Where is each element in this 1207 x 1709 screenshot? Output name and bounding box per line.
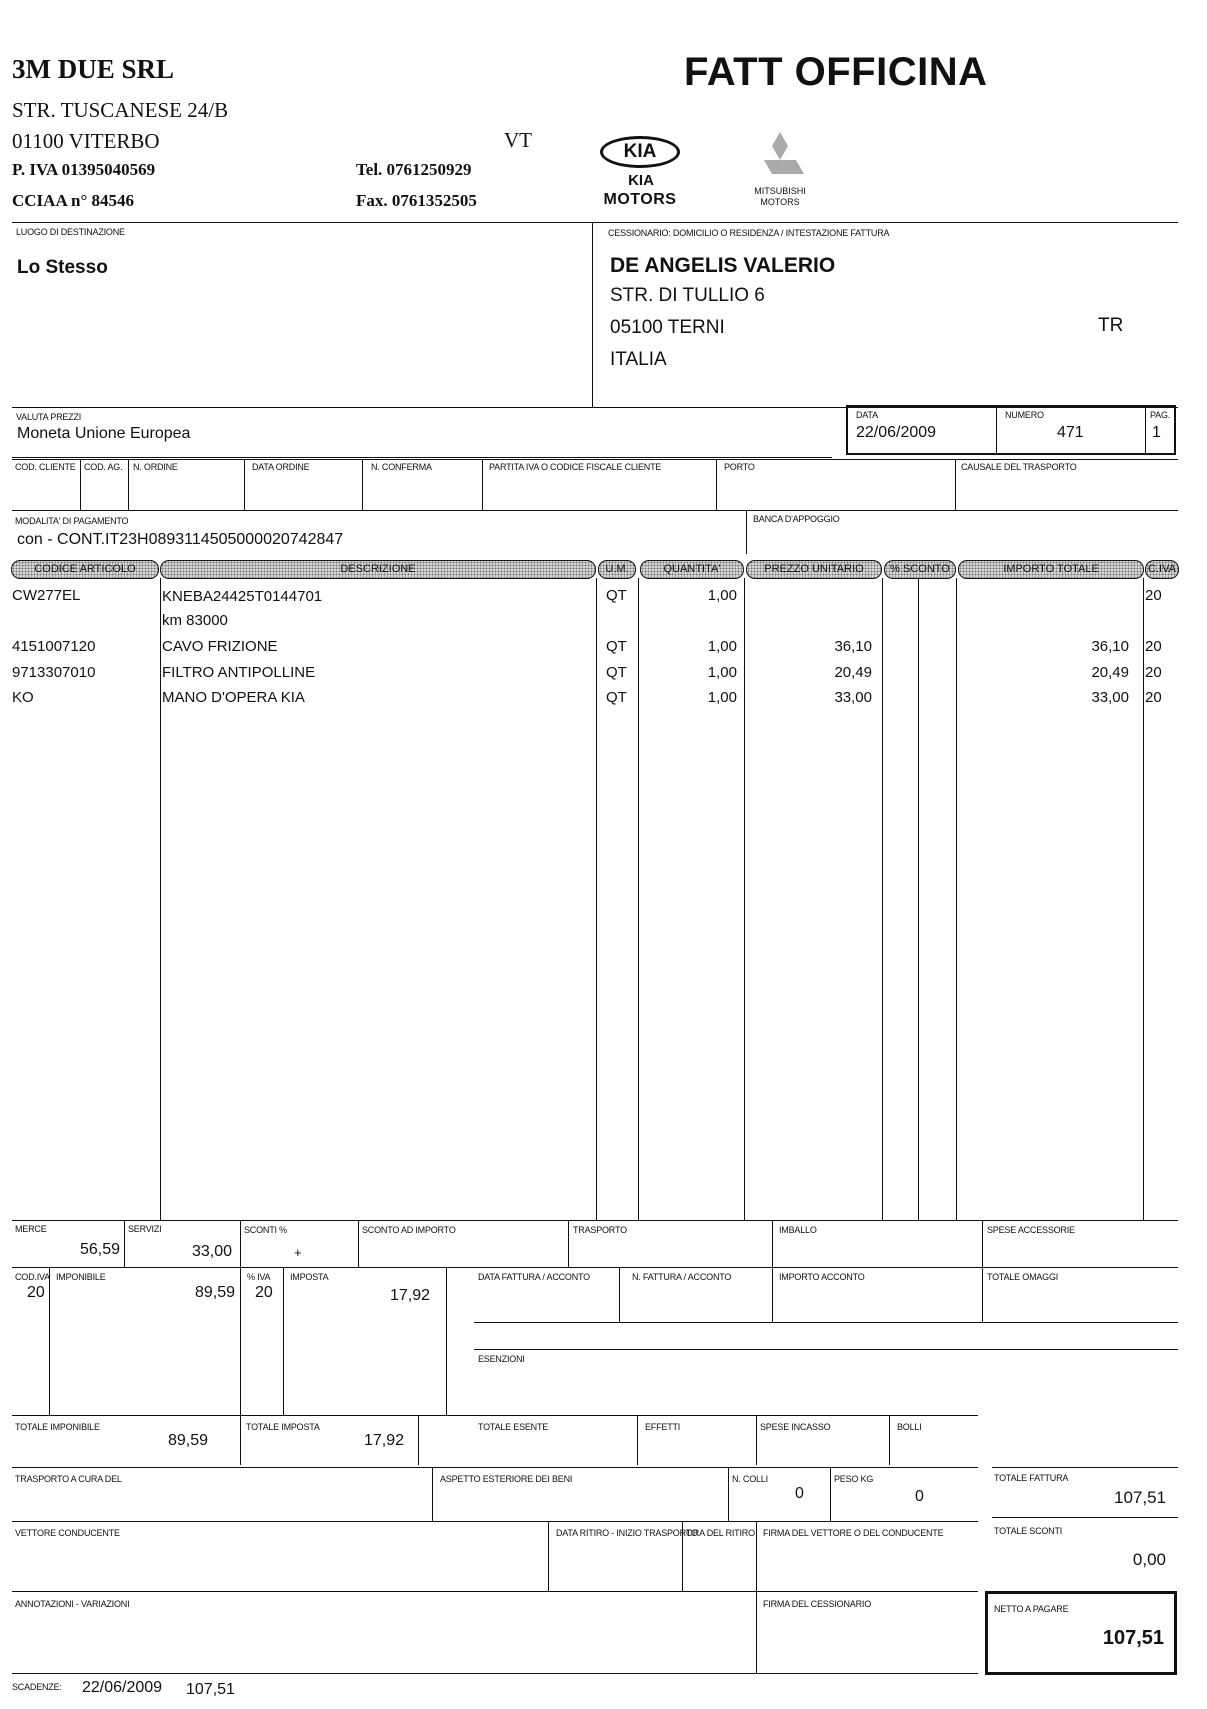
merce-label: MERCE	[15, 1224, 47, 1234]
totale-fattura-value: 107,51	[1114, 1488, 1166, 1507]
imponibile-label: IMPONIBILE	[56, 1272, 106, 1282]
bank-label: BANCA D'APPOGGIO	[753, 514, 840, 524]
item-total: 20,49	[1091, 664, 1129, 681]
currency-label: VALUTA PREZZI	[16, 412, 82, 422]
scadenze-label: SCADENZE:	[12, 1682, 62, 1692]
invoice-date: 22/06/2009	[856, 424, 937, 441]
n-colli-label: N. COLLI	[732, 1474, 768, 1484]
col-um: U.M.	[598, 560, 636, 579]
item-qty: 1,00	[707, 664, 737, 681]
perc-iva-label: % IVA	[247, 1272, 271, 1282]
destination-label: LUOGO DI DESTINAZIONE	[16, 227, 125, 237]
trasporto-label: TRASPORTO	[573, 1225, 627, 1235]
item-qty: 1,00	[707, 689, 737, 706]
field-n-conferma: N. CONFERMA	[371, 462, 432, 472]
payment-value: con - CONT.IT23H0893114505000020742847	[17, 531, 344, 548]
col-codice-articolo: CODICE ARTICOLO	[11, 560, 159, 579]
totale-sconti-value: 0,00	[1132, 1550, 1166, 1569]
servizi-value: 33,00	[191, 1243, 232, 1260]
perc-iva-value: 20	[255, 1284, 273, 1301]
item-price: 36,10	[834, 638, 872, 655]
totale-imposta-label: TOTALE IMPOSTA	[246, 1422, 320, 1432]
item-iva: 20	[1145, 689, 1162, 706]
spese-accessorie-label: SPESE ACCESSORIE	[987, 1225, 1075, 1235]
col-iva: C.IVA	[1145, 560, 1179, 579]
recipient-label: CESSIONARIO: DOMICILIO O RESIDENZA / INTESTAZIONE FATTURA	[608, 228, 890, 238]
sconti-value: +	[294, 1245, 302, 1260]
aspetto-beni-label: ASPETTO ESTERIORE DEI BENI	[440, 1474, 573, 1484]
totale-imponibile-value: 89,59	[167, 1432, 208, 1449]
merce-value: 56,59	[79, 1241, 120, 1258]
company-street: STR. TUSCANESE 24/B	[12, 98, 229, 122]
company-ccia: CCIAA n° 84546	[12, 191, 135, 210]
totale-sconti-label: TOTALE SCONTI	[994, 1526, 1063, 1536]
imposta-value: 17,92	[389, 1287, 430, 1304]
item-price: 33,00	[834, 689, 872, 706]
page-number: 1	[1152, 424, 1161, 441]
spese-incasso-label: SPESE INCASSO	[760, 1422, 831, 1432]
item-qty: 1,00	[707, 638, 737, 655]
mitsubishi-text-2: MOTORS	[760, 197, 800, 207]
n-colli-value: 0	[795, 1485, 804, 1502]
item-um: QT	[606, 638, 627, 655]
payment-label: MODALITA' DI PAGAMENTO	[15, 516, 129, 526]
currency-value: Moneta Unione Europea	[17, 425, 191, 442]
data-ritiro-label: DATA RITIRO - INIZIO TRASPORTO	[556, 1528, 698, 1538]
invoice-number: 471	[1057, 424, 1084, 441]
col-prezzo-unitario: PREZZO UNITARIO	[746, 560, 882, 579]
bolli-label: BOLLI	[897, 1422, 922, 1432]
sconti-label: SCONTI %	[244, 1225, 287, 1235]
mitsubishi-text-1: MITSUBISHI	[754, 186, 806, 196]
col-sconto: % SCONTO	[884, 560, 956, 579]
item-desc: CAVO FRIZIONE	[162, 638, 278, 655]
item-iva: 20	[1145, 638, 1162, 655]
destination-value: Lo Stesso	[17, 257, 108, 278]
field-partita-iva: PARTITA IVA O CODICE FISCALE CLIENTE	[489, 462, 662, 472]
kia-text-1: KIA	[628, 172, 654, 189]
item-iva: 20	[1145, 664, 1162, 681]
imballo-label: IMBALLO	[779, 1225, 817, 1235]
item-total: 36,10	[1091, 638, 1129, 655]
firma-vettore-label: FIRMA DEL VETTORE O DEL CONDUCENTE	[763, 1528, 944, 1538]
sconto-importo-label: SCONTO AD IMPORTO	[362, 1225, 456, 1235]
data-fattura-acconto-label: DATA FATTURA / ACCONTO	[478, 1272, 590, 1282]
field-cod-ag: COD. AG.	[84, 462, 123, 472]
effetti-label: EFFETTI	[645, 1422, 681, 1432]
kia-logo: KIA	[600, 136, 680, 168]
field-porto: PORTO	[724, 462, 755, 472]
item-code: 9713307010	[12, 664, 96, 681]
scadenze-amount: 107,51	[186, 1681, 235, 1698]
annotazioni-label: ANNOTAZIONI - VARIAZIONI	[15, 1599, 130, 1609]
item-desc: KNEBA24425T0144701	[162, 588, 323, 605]
peso-kg-value: 0	[915, 1488, 924, 1505]
date-label: DATA	[856, 410, 878, 420]
number-label: NUMERO	[1005, 410, 1044, 420]
item-code: CW277EL	[12, 587, 81, 604]
recipient-street: STR. DI TULLIO 6	[610, 285, 765, 306]
vettore-label: VETTORE CONDUCENTE	[15, 1528, 120, 1538]
trasporto-cura-label: TRASPORTO A CURA DEL	[15, 1474, 122, 1484]
item-um: QT	[606, 587, 627, 604]
page-label: PAG.	[1150, 410, 1171, 420]
codiva-label: COD.IVA	[15, 1272, 50, 1282]
field-n-ordine: N. ORDINE	[133, 462, 178, 472]
peso-kg-label: PESO KG	[834, 1474, 874, 1484]
codiva-value: 20	[27, 1284, 45, 1301]
item-total: 33,00	[1091, 689, 1129, 706]
totale-imposta-value: 17,92	[363, 1432, 404, 1449]
col-importo-totale: IMPORTO TOTALE	[958, 560, 1144, 579]
field-data-ordine: DATA ORDINE	[252, 462, 310, 472]
item-iva: 20	[1145, 587, 1162, 604]
kia-text-2: MOTORS	[603, 191, 677, 208]
item-desc: km 83000	[162, 612, 228, 629]
field-causale: CAUSALE DEL TRASPORTO	[961, 462, 1077, 472]
mitsubishi-logo-icon	[744, 130, 816, 186]
esenzioni-label: ESENZIONI	[478, 1354, 525, 1364]
firma-cessionario-label: FIRMA DEL CESSIONARIO	[763, 1599, 871, 1609]
ora-ritiro-label: ORA DEL RITIRO	[686, 1528, 755, 1538]
imposta-label: IMPOSTA	[290, 1272, 329, 1282]
company-fax: Fax. 0761352505	[356, 191, 477, 210]
item-code: KO	[12, 689, 34, 706]
document-title: FATT OFFICINA	[684, 50, 988, 94]
totale-omaggi-label: TOTALE OMAGGI	[987, 1272, 1059, 1282]
company-name: 3M DUE SRL	[12, 54, 175, 84]
company-province: VT	[504, 128, 532, 152]
recipient-country: ITALIA	[610, 349, 667, 370]
importo-acconto-label: IMPORTO ACCONTO	[779, 1272, 865, 1282]
imponibile-value: 89,59	[194, 1284, 235, 1301]
item-desc: FILTRO ANTIPOLLINE	[162, 664, 316, 681]
recipient-name: DE ANGELIS VALERIO	[610, 254, 836, 277]
scadenze-date: 22/06/2009	[82, 1679, 163, 1696]
item-um: QT	[606, 664, 627, 681]
col-descrizione: DESCRIZIONE	[160, 560, 596, 579]
company-tel: Tel. 0761250929	[356, 160, 472, 179]
totale-imponibile-label: TOTALE IMPONIBILE	[15, 1422, 100, 1432]
recipient-province: TR	[1098, 315, 1124, 336]
item-qty: 1,00	[707, 587, 737, 604]
item-code: 4151007120	[12, 638, 96, 655]
recipient-city: 05100 TERNI	[610, 317, 725, 338]
col-quantita: QUANTITA'	[640, 560, 744, 579]
servizi-label: SERVIZI	[128, 1224, 162, 1234]
item-desc: MANO D'OPERA KIA	[162, 689, 305, 706]
company-vat: P. IVA 01395040569	[12, 160, 156, 179]
company-city: 01100 VITERBO	[12, 129, 160, 153]
item-um: QT	[606, 689, 627, 706]
n-fattura-acconto-label: N. FATTURA / ACCONTO	[632, 1272, 732, 1282]
netto-value: 107,51	[1102, 1627, 1164, 1649]
item-price: 20,49	[834, 664, 872, 681]
totale-fattura-label: TOTALE FATTURA	[994, 1473, 1069, 1483]
field-cod-cliente: COD. CLIENTE	[15, 462, 76, 472]
netto-label: NETTO A PAGARE	[994, 1604, 1069, 1614]
totale-esente-label: TOTALE ESENTE	[478, 1422, 549, 1432]
